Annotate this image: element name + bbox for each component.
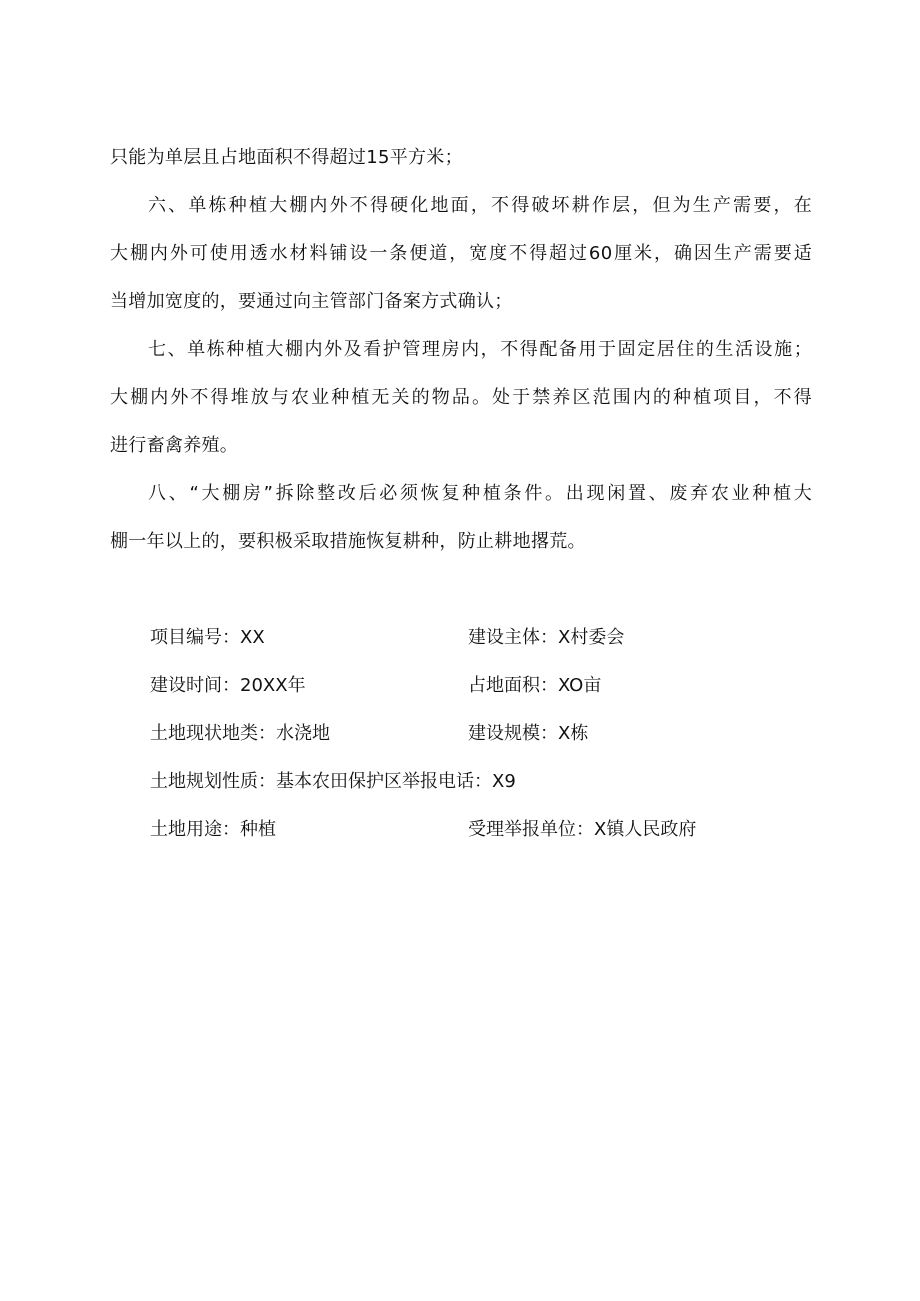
paragraph-eight-line-1: 八、“大棚房”拆除整改后必须恢复种植条件。出现闲置、废弃农业种植大 [148, 483, 812, 504]
info-row-project-number [110, 614, 812, 662]
document-body [110, 134, 812, 854]
paragraph-eight-line-2: 棚一年以上的，要积极采取措施恢复耕种，防止耕地撂荒。 [110, 531, 586, 552]
construction-time-field: 建设时间：20XX年 [150, 675, 306, 696]
paragraph-six-line-3: 当增加宽度的，要通过向主管部门备案方式确认； [110, 291, 513, 312]
info-row-land-use [110, 806, 812, 854]
info-row-land-planning [110, 758, 812, 806]
land-planning-report-phone-field: 土地规划性质：基本农田保护区举报电话：X9 [150, 771, 516, 792]
paragraph-six-line-1: 六、单栋种植大棚内外不得硬化地面，不得破坏耕作层，但为生产需要，在 [148, 195, 812, 216]
paragraph-seven-line-3: 进行畜禽养殖。 [110, 435, 239, 456]
construction-scale-field: 建设规模：X栋 [468, 723, 589, 744]
land-use-field: 土地用途：种植 [150, 819, 276, 840]
info-row-construction-time [110, 662, 812, 710]
paragraph-seven-line-1: 七、单栋种植大棚内外及看护管理房内，不得配备用于固定居住的生活设施； [148, 339, 812, 360]
paragraph-continuation-line: 只能为单层且占地面积不得超过15平方米； [110, 147, 463, 168]
land-area-field: 占地面积：XO亩 [468, 675, 602, 696]
paragraph-seven-line-2: 大棚内外不得堆放与农业种植无关的物品。处于禁养区范围内的种植项目，不得 [110, 387, 812, 408]
paragraph-six-line-2: 大棚内外可使用透水材料铺设一条便道，宽度不得超过60厘米，确因生产需要适 [110, 243, 812, 264]
info-row-land-status [110, 710, 812, 758]
report-receiving-unit-field: 受理举报单位：X镇人民政府 [468, 819, 697, 840]
construction-entity-field: 建设主体：X村委会 [468, 627, 625, 648]
land-status-field: 土地现状地类：水浇地 [150, 723, 330, 744]
project-number-field: 项目编号：XX [150, 627, 265, 648]
section-spacer [110, 566, 812, 614]
